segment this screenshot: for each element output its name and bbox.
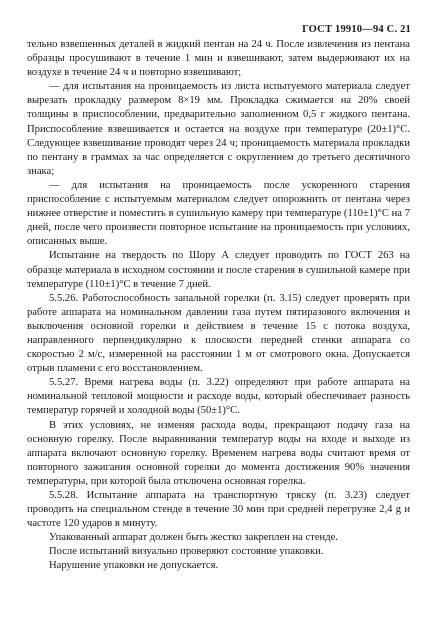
paragraph-5-5-28: 5.5.28. Испытание аппарата на транспортную тряску (п. 3.23) следует проводить на специальном стенде в течение 30 мин при средней перегрузке 2,4 g и частоте 120 ударов в минуту. xyxy=(27,490,410,530)
document-body xyxy=(27,38,410,574)
paragraph-hardness-test: Испытание на твердость по Шору А следует проводить по ГОСТ 263 на образце материала в исходном состоянии и после старения в сушильной камере при температуре (110±1)°С в течение 7 дней. xyxy=(27,250,410,290)
paragraph-swelling-test: — для испытания на проницаемость из листа испытуемого материала следует вырезать прокладку размером 8×19 мм. Прокладка сжимается на 20% своей толщины в приспособлении, предварительно заполненном 0,5 г жидкого пентана. Приспособление взвешивается и остается на воздухе при температуре (20±1)°С. Следующее взвешивание проводят через 24 ч; проницаемость материала прокладки по пентану в граммах за час определяется с округлением до третьего десятичного знака; xyxy=(27,81,410,177)
paragraph-packaging-fixed: Упакованный аппарат должен быть жестко закреплен на стенде. xyxy=(49,532,338,544)
page-header: ГОСТ 19910—94 С. 21 xyxy=(302,24,411,35)
paragraph-5-5-26: 5.5.26. Работоспособность запальной горелки (п. 3.15) следует проверять при работе аппарата на номинальном давлении газа путем пятиразового включения и выключения основной горелки и действием в течение 15 с потока воздуха, направленного перпендикулярно к плоскости передней стенки аппарата со скоростью 2 м/с, измеренной на расстоянии 1 м от смотрового окна. Допускается отрыв пламени с его восстановлением. xyxy=(27,292,410,375)
paragraph-packaging-check: После испытаний визуально проверяют состояние упаковки. xyxy=(49,546,324,558)
paragraph-packaging-damage: Нарушение упаковки не допускается. xyxy=(49,560,219,572)
paragraph-heating-conditions: В этих условиях, не изменяя расхода воды, прекращают подачу газа на основную горелку. После выравнивания температур воды на входе и выходе из аппарата включают основную горелку. Временем нагрева воды считают время от повторного зажигания основной горелки до момента достижения 90% значения температуры, при которой была отключена основная горелка. xyxy=(27,419,410,487)
paragraph-aging-test: — для испытания на проницаемость после ускоренного старения приспособление с испытуемым материалом следует опорожнить от пентана через нижнее отверстие и поместить в сушильную камеру при температуре (110±1)°С на 7 дней, после чего произвести повторное испытание на проницаемость при условиях, описанных выше. xyxy=(27,179,410,248)
paragraph-continuation: тельно взвешенных деталей в жидкий пентан на 24 ч. После извлечения из пентана образцы просушивают в течение 1 мин и взвешивают, затем выдерживают их на воздухе в течение 24 ч и повторно взвешивают; xyxy=(27,39,410,79)
paragraph-5-5-27: 5.5.27. Время нагрева воды (п. 3.22) определяют при работе аппарата на номинальной тепловой мощности и расходе воды, который обеспечивает разность температур горячей и холодной воды (50±1)°С. xyxy=(27,377,410,417)
